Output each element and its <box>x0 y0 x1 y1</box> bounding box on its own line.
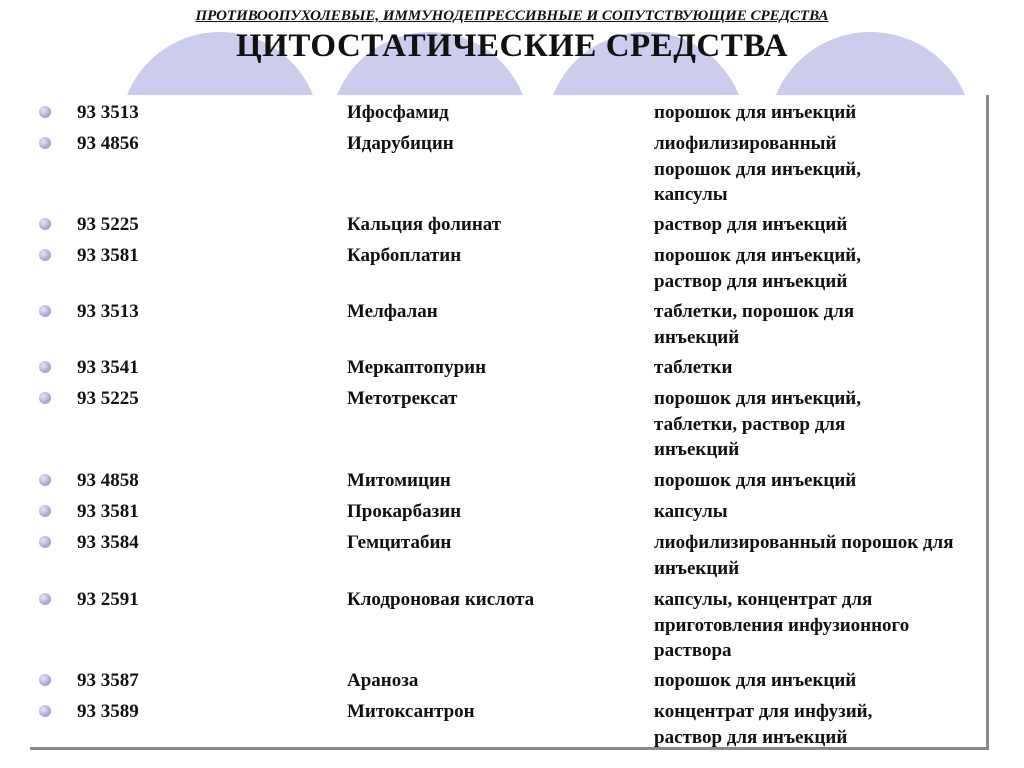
item-code: 93 3581 <box>77 501 139 522</box>
item-code: 93 3587 <box>77 670 139 691</box>
item-form: порошок для инъекций <box>654 470 857 491</box>
item-form: концентрат для инфузий, раствор для инъекций <box>654 701 873 748</box>
bullet-icon <box>39 474 51 486</box>
bullet-icon <box>39 536 51 548</box>
item-form: раствор для инъекций <box>654 214 848 235</box>
item-name: Метотрексат <box>347 388 458 409</box>
bullet-icon <box>39 137 51 149</box>
bullet-icon <box>39 106 51 118</box>
item-form: порошок для инъекций, раствор для инъекций <box>654 245 861 292</box>
bullet-icon <box>39 249 51 261</box>
item-name: Ифосфамид <box>347 102 449 123</box>
item-form: таблетки <box>654 357 733 378</box>
item-code: 93 5225 <box>77 214 139 235</box>
item-name: Идарубицин <box>347 133 454 154</box>
item-name: Митоксантрон <box>347 701 475 722</box>
item-code: 93 3581 <box>77 245 139 266</box>
slide-title: ЦИТОСТАТИЧЕСКИЕ СРЕДСТВА <box>235 28 789 64</box>
slide-subtitle: ПРОТИВООПУХОЛЕВЫЕ, ИММУНОДЕПРЕССИВНЫЕ И СОПУТСТВУЮЩИЕ СРЕДСТВА <box>195 8 829 24</box>
item-code: 93 5225 <box>77 388 139 409</box>
item-name: Прокарбазин <box>347 501 462 522</box>
item-code: 93 3584 <box>77 532 139 553</box>
bullet-icon <box>39 218 51 230</box>
item-form: порошок для инъекций <box>654 102 857 123</box>
item-code: 93 3513 <box>77 102 139 123</box>
item-name: Гемцитабин <box>347 532 452 553</box>
bullet-icon <box>39 392 51 404</box>
item-form: таблетки, порошок для инъекций <box>654 301 855 348</box>
item-name: Меркаптопурин <box>347 357 487 378</box>
item-code: 93 4858 <box>77 470 139 491</box>
item-name: Мелфалан <box>347 301 438 322</box>
bullet-icon <box>39 674 51 686</box>
item-code: 93 3513 <box>77 301 139 322</box>
item-form: капсулы <box>654 501 728 522</box>
item-form: лиофилизированный порошок для инъекций, капсулы <box>654 133 861 205</box>
item-name: Араноза <box>347 670 419 691</box>
item-code: 93 3541 <box>77 357 139 378</box>
content-panel <box>30 95 989 750</box>
item-form: лиофилизированный порошок для инъекций <box>654 532 954 579</box>
bullet-icon <box>39 305 51 317</box>
bullet-icon <box>39 593 51 605</box>
bullet-icon <box>39 361 51 373</box>
item-code: 93 3589 <box>77 701 139 722</box>
bullet-icon <box>39 705 51 717</box>
item-name: Митомицин <box>347 470 451 491</box>
item-form: порошок для инъекций, таблетки, раствор для инъекций <box>654 388 861 460</box>
item-form: капсулы, концентрат для приготовления инфузионного раствора <box>654 589 910 661</box>
bullet-icon <box>39 505 51 517</box>
item-form: порошок для инъекций <box>654 670 857 691</box>
item-code: 93 4856 <box>77 133 139 154</box>
item-name: Клодроновая кислота <box>347 589 535 610</box>
item-code: 93 2591 <box>77 589 139 610</box>
item-name: Кальция фолинат <box>347 214 502 235</box>
item-name: Карбоплатин <box>347 245 462 266</box>
